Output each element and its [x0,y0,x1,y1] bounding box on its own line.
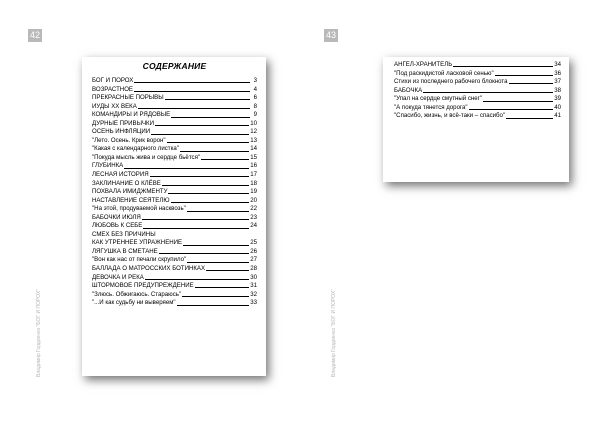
toc-entry-title: АНГЕЛ-ХРАНИТЕЛЬ [394,61,453,68]
toc-entry [92,248,257,257]
toc-entry-page: 18 [250,179,257,187]
toc-entry-title: ШТОРМОВОЕ ПРЕДУПРЕЖДЕНИЕ [92,282,194,290]
toc-entry-title: ПОХВАЛА ИМИДЖМЕНТУ [92,188,168,196]
toc-leader-line [187,262,249,263]
toc-entry [394,61,561,70]
toc-entry [92,154,257,163]
toc-leader-line [206,270,249,271]
toc-leader-line [134,82,250,83]
toc-entry-title: БАЛЛАДА О МАТРОССКИХ БОТИНКАХ [92,265,206,273]
toc-leader-line [171,117,250,118]
toc-leader-line [124,168,249,169]
toc-entry-page: 22 [250,205,257,213]
toc-leader-line [165,99,250,100]
toc-leader-line [195,287,250,288]
toc-entry-title: "А покуда тянется дорога" [394,103,468,111]
toc-entry-page: 33 [250,299,257,307]
toc-entry [92,282,257,291]
toc-leader-line [151,134,249,135]
toc-entry-page: 20 [250,196,257,204]
toc-entry-page: 26 [250,247,257,255]
toc-leader-line [138,108,250,109]
toc-entry [394,104,561,113]
toc-leader-line [187,211,249,212]
toc-entry-title: ДУРНЫЕ ПРИВЫЧКИ [92,119,154,127]
toc-entry-title: ДЕВОЧКА И РЕКА [92,273,144,281]
toc-entry-page: 34 [554,61,561,68]
toc-list-right [394,61,561,121]
toc-entry-title: ЛЕСНАЯ ИСТОРИЯ [92,171,149,179]
left-toc-sheet [82,57,266,376]
toc-leader-line [423,92,553,93]
toc-entry [394,78,561,87]
toc-entry-title: ЛЮБОВЬ К СЕБЕ [92,222,143,230]
toc-entry-title: "Покуда мысль жива и сердце бьётся" [92,153,201,161]
toc-entry-page: 30 [250,273,257,281]
toc-entry [92,299,257,308]
toc-leader-line [162,185,249,186]
toc-entry [394,112,561,121]
toc-entry-page: 19 [250,188,257,196]
toc-entry-page: 4 [253,85,257,93]
toc-entry-title: "Злюсь. Обжигаюсь. Стараюсь" [92,290,182,298]
toc-entry-page: 9 [253,111,257,119]
toc-entry [92,145,257,154]
toc-entry-page: 40 [554,103,561,111]
toc-leader-line [143,228,249,229]
toc-entry [92,205,257,214]
toc-leader-line [159,253,249,254]
toc-leader-line [201,159,249,160]
toc-entry-title: "Какая с календарного листка" [92,145,179,153]
toc-leader-line [495,75,554,76]
toc-entry-page: 38 [554,86,561,94]
toc-entry [92,214,257,223]
toc-entry-page: 25 [250,239,257,247]
toc-entry-page: 6 [253,94,257,102]
toc-title: СОДЕРЖАНИЕ [142,61,207,71]
toc-entry [394,87,561,96]
toc-entry-page: 3 [253,77,257,84]
toc-entry-title: Стихи из последнего рабочего блокнота [394,78,508,86]
toc-entry [394,70,561,79]
toc-entry-title: ЗАКЛИНАНИЕ О КЛЁВЕ [92,179,161,187]
toc-entry-page: 16 [250,162,257,170]
toc-entry-page: 31 [250,282,257,290]
toc-entry [92,256,257,265]
toc-entry [92,180,257,189]
toc-entry-title: "На этой, продуваемой насквозь" [92,205,186,213]
toc-entry-title: "...И как судьбу ни выверяем" [92,299,176,307]
toc-entry [92,120,257,129]
toc-list-left [92,77,257,308]
toc-entry-title: СМЕХ БЕЗ ПРИЧИНЫ [92,230,156,238]
toc-entry-title: ОСЕНЬ ИНФЛЯЦИИ [92,128,151,136]
toc-entry-page: 24 [250,222,257,230]
toc-leader-line [145,279,249,280]
toc-leader-line [453,66,553,67]
side-caption-left: Владимир Гордиенко "БОГ И ПОРОХ" [36,288,42,377]
toc-entry-title: ВОЗРАСТНОЕ [92,85,133,93]
toc-entry-title: "Упал на сердце смутный снег" [394,95,483,103]
toc-entry-page: 13 [250,136,257,144]
toc-entry-page: 27 [250,256,257,264]
toc-entry [92,197,257,206]
toc-entry-page: 15 [250,153,257,161]
toc-leader-line [469,109,554,110]
toc-leader-line [168,193,249,194]
toc-leader-line [483,101,553,102]
toc-entry [92,77,257,86]
toc-leader-line [183,245,249,246]
toc-entry-title: БОГ И ПОРОХ [92,77,134,84]
toc-entry-title: БАБОЧКА [394,86,423,94]
toc-leader-line [171,202,250,203]
page-number-left: 42 [29,30,40,40]
toc-entry-page: 37 [554,78,561,86]
toc-leader-line [182,296,249,297]
toc-entry-page: 17 [250,171,257,179]
toc-entry-page: 41 [554,112,561,120]
toc-entry [92,103,257,112]
toc-leader-line [177,305,250,306]
toc-entry [92,188,257,197]
toc-entry-page: 23 [250,213,257,221]
toc-leader-line [509,83,554,84]
toc-entry-title: ПРЕКРАСНЫЕ ПОРЫВЫ [92,94,164,102]
toc-entry [92,111,257,120]
toc-entry [92,137,257,146]
toc-entry [92,265,257,274]
toc-entry-title: ИУДЫ ХХ ВЕКА [92,102,137,110]
toc-entry-title: БАБОЧКИ ИЮЛЯ [92,213,141,221]
toc-entry [92,222,257,231]
toc-entry [92,239,257,248]
page-number-right: 43 [325,30,336,40]
toc-leader-line [167,142,250,143]
side-caption-right: Владимир Гордиенко "БОГ И ПОРОХ" [331,288,337,377]
toc-leader-line [506,118,553,119]
toc-entry-page: 12 [250,128,257,136]
toc-entry [92,171,257,180]
toc-entry-title: "Под раскидистой ласковой сенью" [394,69,494,77]
toc-entry-page: 36 [554,69,561,77]
toc-entry-title: КАК УТРЕННЕЕ УПРАЖНЕНИЕ [92,239,183,247]
toc-entry [92,231,257,240]
toc-entry-page: 14 [250,145,257,153]
toc-entry [92,274,257,283]
toc-leader-line [134,91,250,92]
toc-entry-page: 39 [554,95,561,103]
toc-entry [92,291,257,300]
toc-entry-title: ЛЯГУШКА В СМЕТАНЕ [92,247,158,255]
toc-entry-page: 32 [250,290,257,298]
toc-entry-title: "Лето. Осень. Крик ворон" [92,136,166,144]
toc-entry [394,95,561,104]
toc-entry-page: 28 [250,265,257,273]
toc-leader-line [180,151,249,152]
toc-entry [92,162,257,171]
toc-leader-line [150,176,250,177]
toc-leader-line [142,219,249,220]
toc-entry [92,86,257,95]
toc-entry-title: КОМАНДИРЫ И РЯДОВЫЕ [92,111,171,119]
toc-entry-title: "Вон как нас от печали скрупило" [92,256,187,264]
toc-entry-page: 8 [253,102,257,110]
toc-entry-title: ГЛУБИНКА [92,162,124,170]
toc-entry [92,94,257,103]
right-toc-sheet [383,57,569,182]
toc-entry-title: НАСТАВЛЕНИЕ СЕЯТЕЛЮ [92,196,170,204]
toc-entry-title: "Спасибо, жизнь, и всё-таки – спасибо" [394,112,506,120]
toc-leader-line [155,125,249,126]
toc-entry-page: 10 [250,119,257,127]
toc-entry [92,128,257,137]
